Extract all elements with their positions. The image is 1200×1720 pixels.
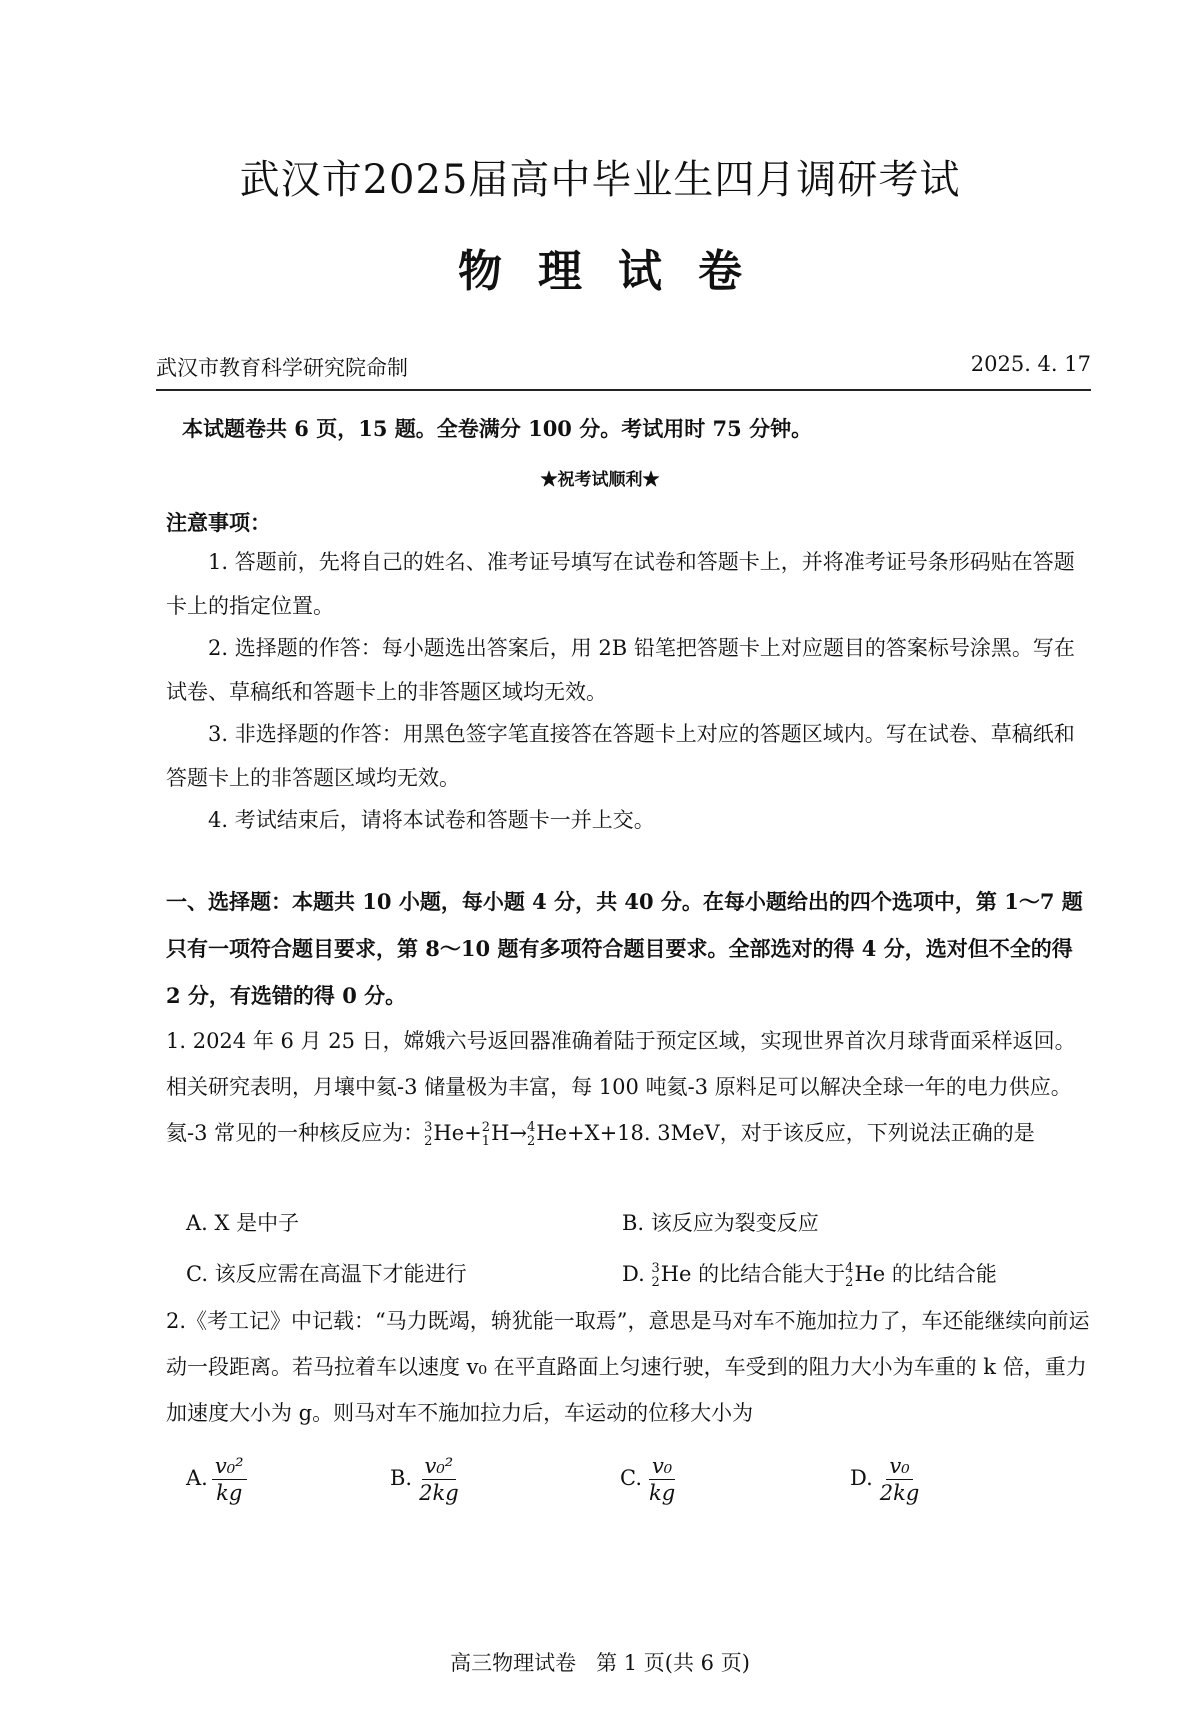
subject-title: 物理试卷 <box>458 246 778 297</box>
option-c: C. $\frac{\text{v₀}}{kg}$ <box>620 1454 676 1506</box>
notice-item: 3. 非选择题的作答：用黑色签字笔直接答在答题卡上对应的答题区域内。写在试卷、草稿纸和答题卡上的非答题区域均无效。 <box>166 722 1075 790</box>
good-luck-line: ★祝考试顺利★ <box>540 470 660 490</box>
exam-date: 2025. 4. 17 <box>970 352 1091 376</box>
exam-title: 武汉市2025届高中毕业生四月调研考试 <box>239 157 961 203</box>
option-d: D. $\frac{\text{v₀}}{2kg}$ <box>850 1454 920 1506</box>
notice-item: 2. 选择题的作答：每小题选出答案后，用 2B 铅笔把答题卡上对应题目的答案标号涂黑。写在试卷、草稿纸和答题卡上的非答题区域均无效。 <box>166 636 1075 704</box>
question-1: 1. 2024 年 6 月 25 日，嫦娥六号返回器准确着陆于预定区域，实现世界首次月球背面采样返回。相关研究表明，月壤中氦-3 储量极为丰富，每 100 吨氦-3 原料足可以解决全球一年的电力供应。氦-3 常见的一种核反应为： 3 2 He+ 2 1 H→ 4 2 He+X+18. 3MeV，对于该反应，下列说法正确的是 <box>166 1029 1076 1149</box>
option-c: C. 该反应需在高温下才能进行 <box>186 1262 467 1286</box>
notice-title: 注意事项： <box>166 510 271 535</box>
question-1-stem: 1. 2024 年 6 月 25 日，嫦娥六号返回器准确着陆于预定区域，实现世界首次月球背面采样返回。相关研究表明，月壤中氦-3 储量极为丰富，每 100 吨氦-3 原料足可以解决全球一年的电力供应。氦-3 常见的一种核反应为： <box>166 1029 1076 1145</box>
superscript-2: 2 1 <box>481 1119 491 1149</box>
option-b: B. $\frac{\text{v₀²}}{2kg}$ <box>390 1454 459 1506</box>
notice-item: 1. 答题前，先将自己的姓名、准考证号填写在试卷和答题卡上，并将准考证号条形码贴在答题卡上的指定位置。 <box>166 550 1075 618</box>
exam-summary: 本试题卷共 6 页，15 题。全卷满分 100 分。考试用时 75 分钟。 <box>182 416 813 441</box>
option-d: D. 3 2 He 的比结合能大于 4 2 He 的比结合能 <box>622 1260 997 1290</box>
question-2: 2.《考工记》中记载：“马力既竭，辀犹能一取焉”，意思是马对车不施加拉力了，车还能继续向前运动一段距离。若马拉着车以速度 v₀ 在平直路面上匀速行驶，车受到的阻力大小为车重的 k 倍，重力加速度大小为 g。则马对车不施加拉力后，车运动的位移大小为 <box>166 1309 1090 1425</box>
notice-item: 4. 考试结束后，请将本试卷和答题卡一并上交。 <box>208 808 655 832</box>
footer-page: 第 1 页(共 6 页) <box>596 1651 750 1675</box>
section-heading: 一、选择题：本题共 10 小题，每小题 4 分，共 40 分。在每小题给出的四个选项中，第 1～7 题只有一项符合题目要求，第 8～10 题有多项符合题目要求。全部选对的得 4 分，选对但不全的得 2 分，有选错的得 0 分。 <box>166 889 1083 1008</box>
option-a: A. X 是中子 <box>186 1211 300 1235</box>
option-b: B. 该反应为裂变反应 <box>622 1211 819 1235</box>
superscript-4: 4 2 <box>527 1119 536 1149</box>
header-divider <box>156 389 1091 391</box>
footer-name: 高三物理试卷 <box>450 1651 577 1675</box>
option-a: A. $\frac{\text{v₀²}}{kg}$ <box>186 1455 247 1504</box>
issuer: 武汉市教育科学研究院命制 <box>156 356 408 380</box>
superscript-3: 3 2 <box>424 1119 433 1149</box>
page-footer <box>0 1647 1200 1677</box>
